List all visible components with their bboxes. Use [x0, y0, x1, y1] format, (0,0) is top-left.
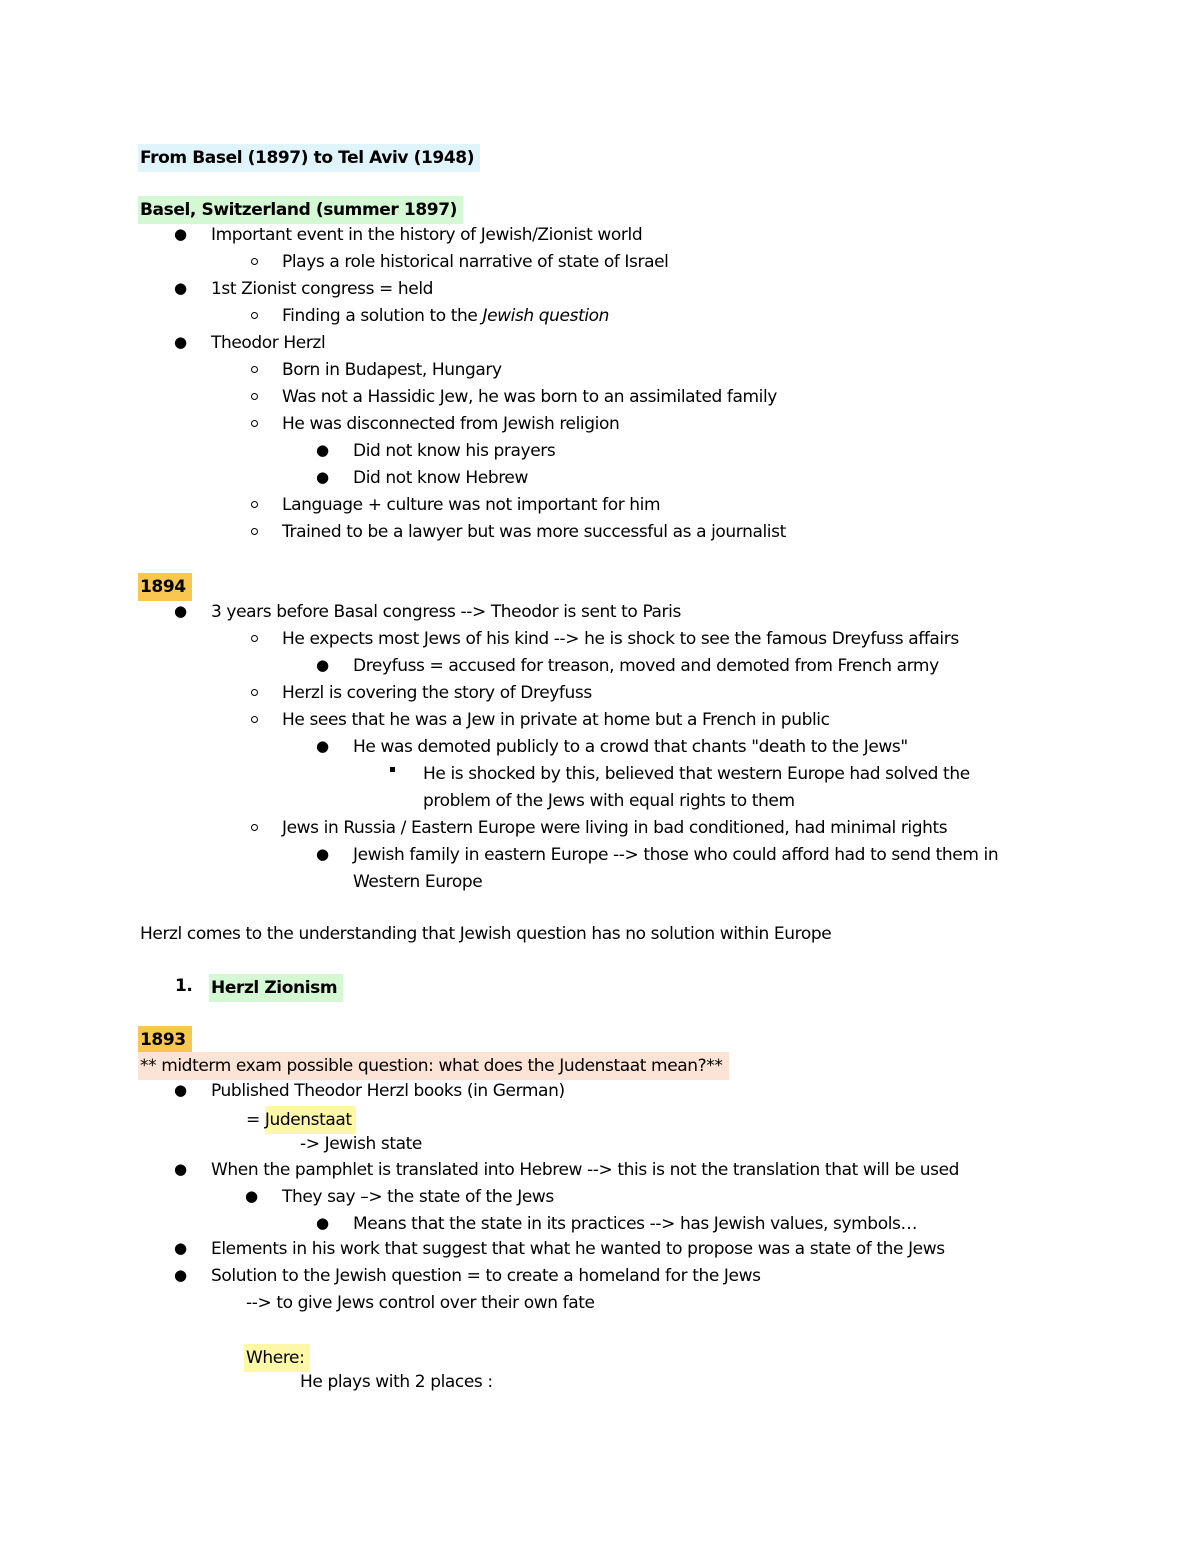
- bullet-icon: ●: [316, 656, 330, 674]
- list-item: Jewish family in eastern Europe --> those who could afford had to send them in: [353, 845, 999, 865]
- list-item-continuation: problem of the Jews with equal rights to them: [423, 791, 795, 811]
- list-item: Published Theodor Herzl books (in German): [211, 1081, 565, 1101]
- square-bullet-icon: [390, 767, 395, 772]
- list-item: When the pamphlet is translated into Hebrew --> this is not the translation that will be used: [211, 1160, 960, 1180]
- numbered-heading-number: 1.: [175, 976, 193, 996]
- list-item-continuation: Western Europe: [353, 872, 483, 892]
- exam-note: ** midterm exam possible question: what does the Judenstaat mean?**: [140, 1052, 729, 1080]
- circle-bullet-icon: [251, 312, 258, 319]
- list-item: Herzl is covering the story of Dreyfuss: [282, 683, 592, 703]
- list-item-continuation: --> to give Jews control over their own fate: [246, 1293, 595, 1313]
- document-title: From Basel (1897) to Tel Aviv (1948): [140, 144, 480, 172]
- circle-bullet-icon: [251, 528, 258, 535]
- section-heading-1894: 1894: [140, 573, 192, 601]
- bullet-icon: ●: [316, 845, 330, 863]
- bullet-icon: ●: [174, 1160, 188, 1178]
- section-heading-basel: Basel, Switzerland (summer 1897): [140, 196, 463, 224]
- definition-line: = Judenstaat: [246, 1106, 356, 1134]
- circle-bullet-icon: [251, 716, 258, 723]
- section-heading-1893: 1893: [140, 1026, 192, 1054]
- list-item: Did not know his prayers: [353, 441, 556, 461]
- list-item: Plays a role historical narrative of state of Israel: [282, 252, 669, 272]
- list-item: Means that the state in its practices --> has Jewish values, symbols…: [353, 1214, 918, 1234]
- list-item: Was not a Hassidic Jew, he was born to an assimilated family: [282, 387, 777, 407]
- bullet-icon: ●: [245, 1187, 259, 1205]
- bullet-icon: ●: [174, 279, 188, 297]
- list-item: Born in Budapest, Hungary: [282, 360, 502, 380]
- list-item: Trained to be a lawyer but was more successful as a journalist: [282, 522, 786, 542]
- bullet-icon: ●: [174, 1239, 188, 1257]
- circle-bullet-icon: [251, 501, 258, 508]
- list-item: He was demoted publicly to a crowd that chants "death to the Jews": [353, 737, 908, 757]
- list-item: He expects most Jews of his kind --> he is shock to see the famous Dreyfuss affairs: [282, 629, 959, 649]
- list-item: They say –> the state of the Jews: [282, 1187, 554, 1207]
- list-item: Dreyfuss = accused for treason, moved and demoted from French army: [353, 656, 939, 676]
- circle-bullet-icon: [251, 258, 258, 265]
- list-item: Jews in Russia / Eastern Europe were living in bad conditioned, had minimal rights: [282, 818, 948, 838]
- conclusion-paragraph: Herzl comes to the understanding that Jewish question has no solution within Europe: [140, 924, 832, 944]
- bullet-icon: ●: [174, 333, 188, 351]
- list-item: Did not know Hebrew: [353, 468, 528, 488]
- bullet-icon: ●: [174, 225, 188, 243]
- list-item: Language + culture was not important for him: [282, 495, 661, 515]
- bullet-icon: ●: [316, 468, 330, 486]
- where-detail: He plays with 2 places :: [300, 1372, 493, 1392]
- where-label: Where:: [246, 1344, 310, 1372]
- circle-bullet-icon: [251, 635, 258, 642]
- list-item: He is shocked by this, believed that western Europe had solved the: [423, 764, 970, 784]
- list-item: Theodor Herzl: [211, 333, 326, 353]
- circle-bullet-icon: [251, 420, 258, 427]
- list-item: Solution to the Jewish question = to create a homeland for the Jews: [211, 1266, 761, 1286]
- bullet-icon: ●: [174, 1266, 188, 1284]
- bullet-icon: ●: [316, 1214, 330, 1232]
- bullet-icon: ●: [316, 737, 330, 755]
- list-item: 1st Zionist congress = held: [211, 279, 434, 299]
- list-item: Important event in the history of Jewish/Zionist world: [211, 225, 643, 245]
- definition-line: -> Jewish state: [300, 1134, 422, 1154]
- circle-bullet-icon: [251, 366, 258, 373]
- circle-bullet-icon: [251, 393, 258, 400]
- list-item: He was disconnected from Jewish religion: [282, 414, 620, 434]
- section-heading-herzl-zionism: Herzl Zionism: [211, 974, 343, 1002]
- bullet-icon: ●: [316, 441, 330, 459]
- bullet-icon: ●: [174, 1081, 188, 1099]
- circle-bullet-icon: [251, 689, 258, 696]
- list-item: 3 years before Basal congress --> Theodor is sent to Paris: [211, 602, 681, 622]
- list-item: Elements in his work that suggest that what he wanted to propose was a state of the Jews: [211, 1239, 945, 1259]
- list-item: He sees that he was a Jew in private at home but a French in public: [282, 710, 830, 730]
- circle-bullet-icon: [251, 824, 258, 831]
- bullet-icon: ●: [174, 602, 188, 620]
- list-item: Finding a solution to the Jewish question: [282, 306, 610, 326]
